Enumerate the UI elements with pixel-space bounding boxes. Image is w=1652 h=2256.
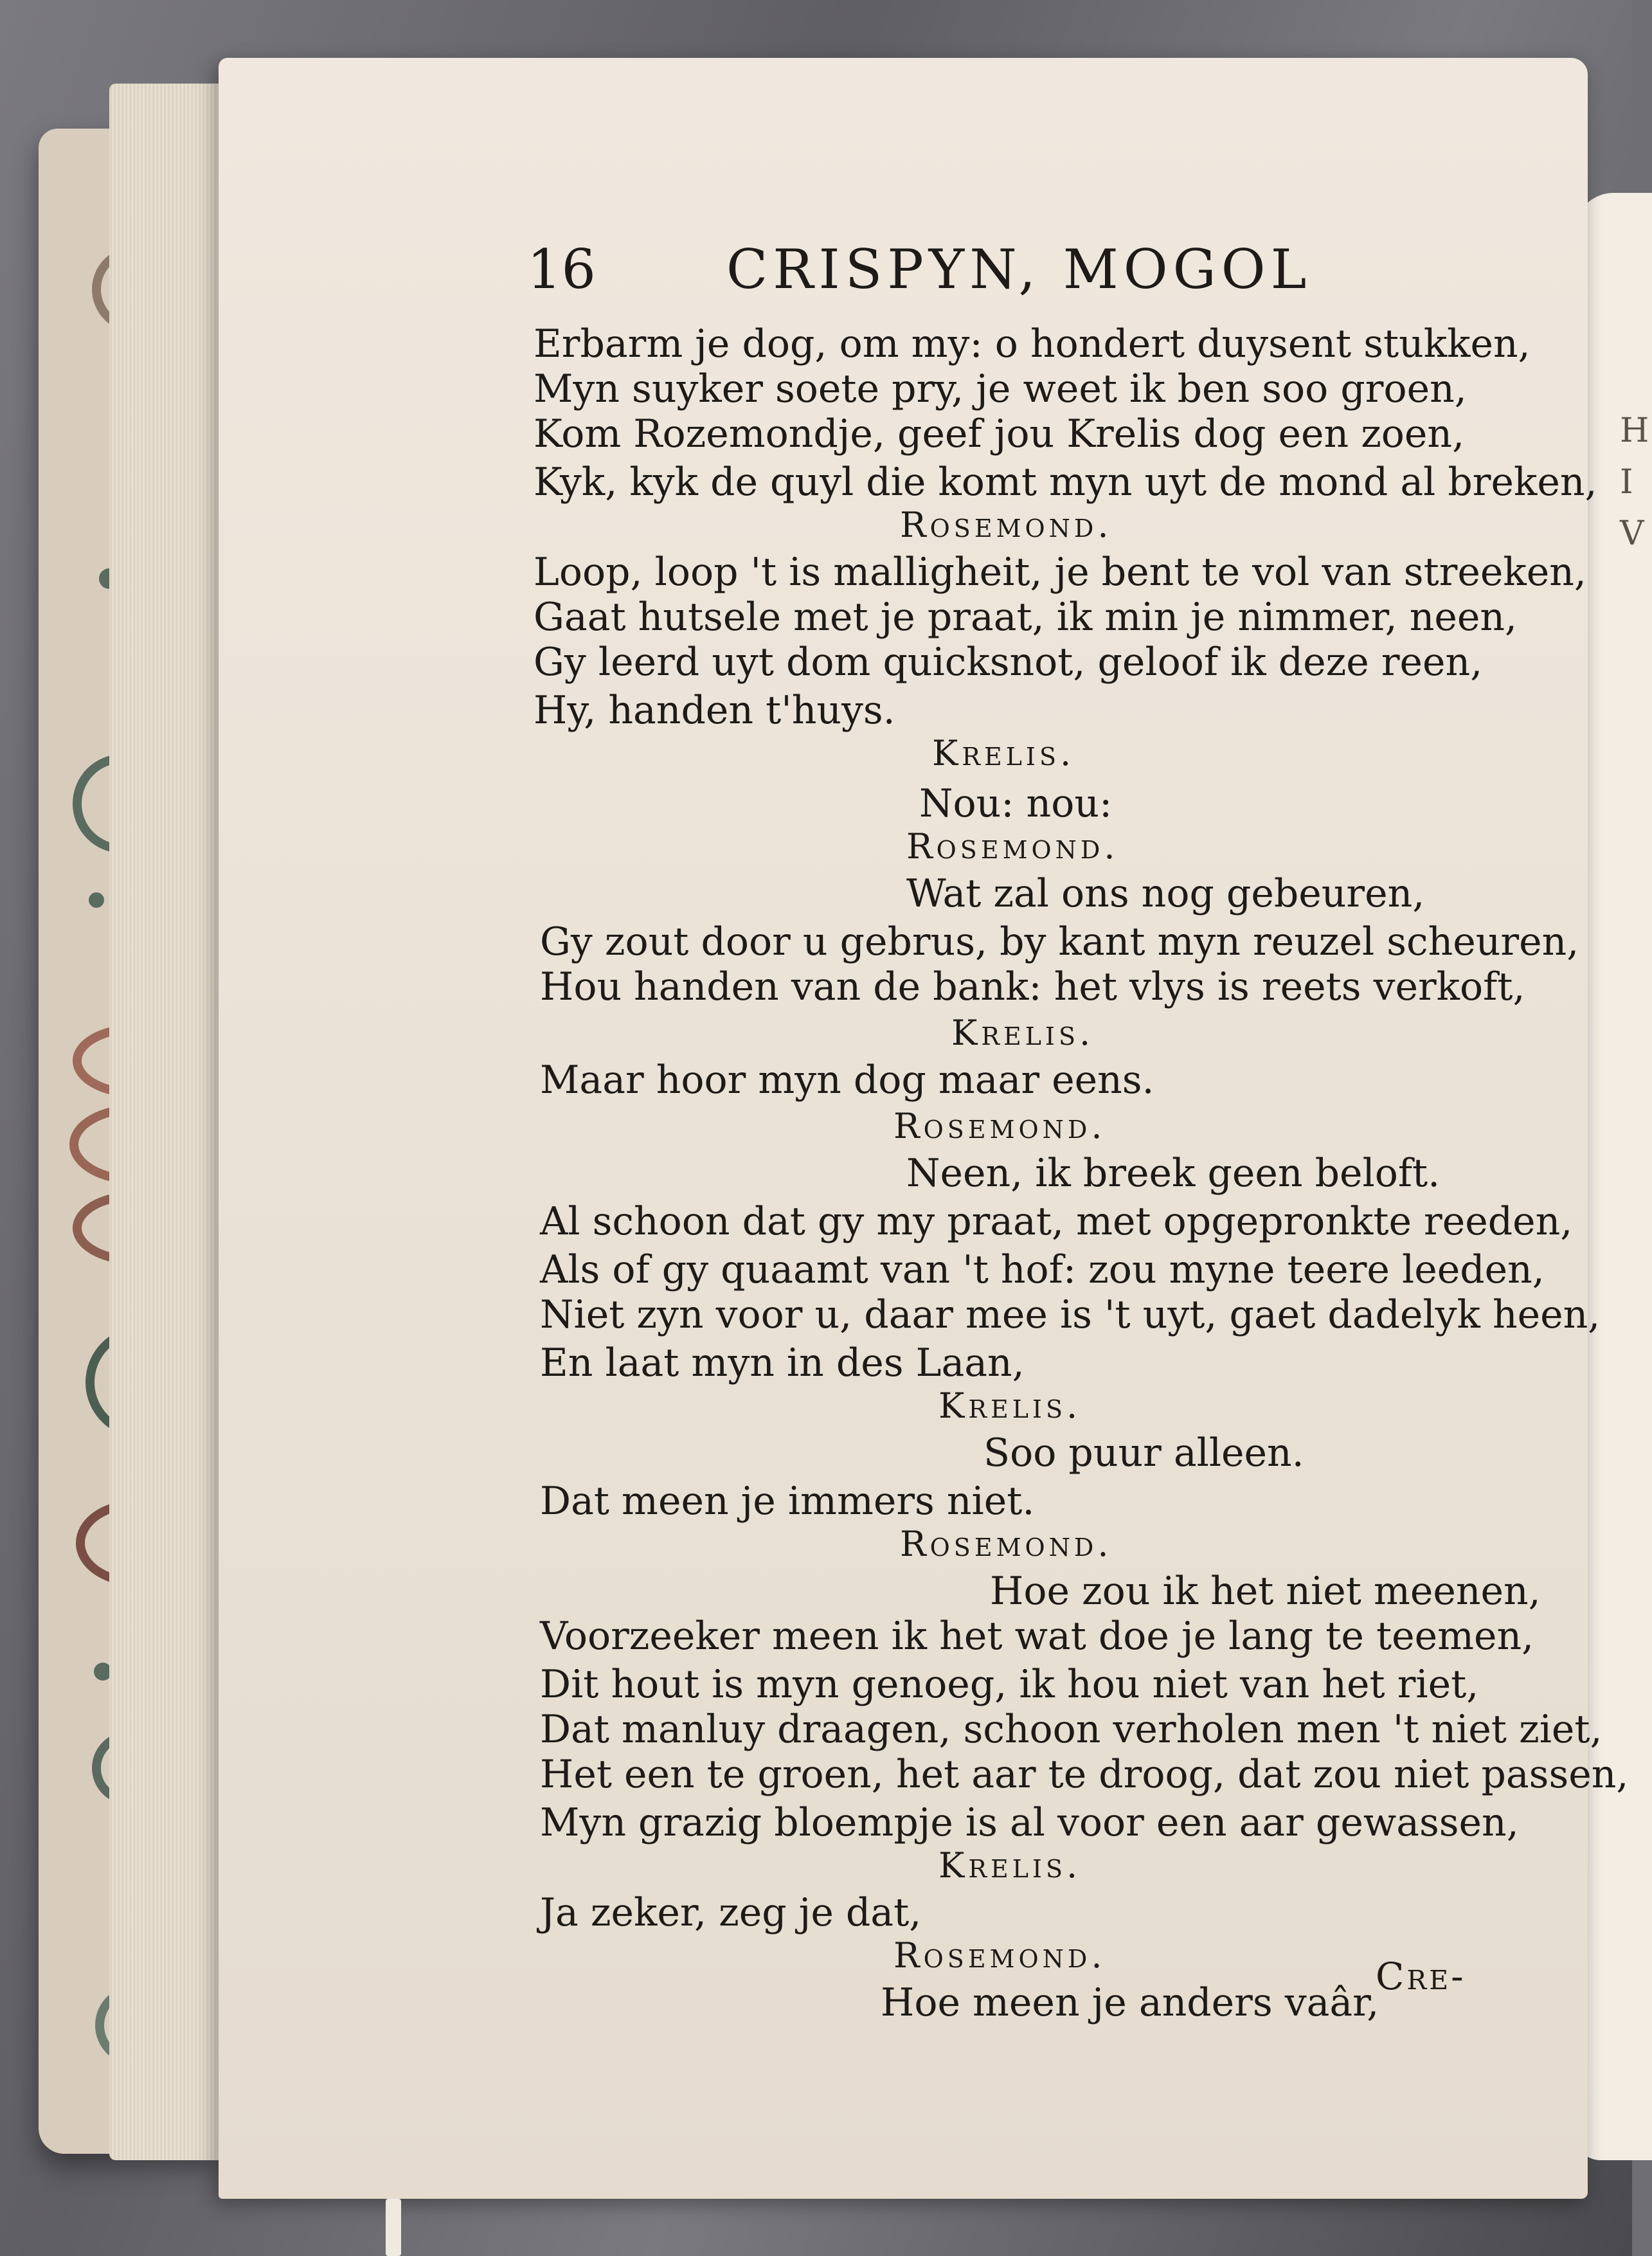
verse-line: Myn suyker soete pry, je weet ik ben soo groen,: [534, 366, 1467, 411]
verse-line: Ja zeker, zeg je dat,: [540, 1890, 922, 1935]
speaker-name: Krelis.: [938, 1385, 1082, 1426]
page-header: [527, 238, 1331, 309]
verse-line: Myn grazig bloempje is al voor een aar gewassen,: [540, 1800, 1519, 1845]
verse-line: Dat meen je immers niet.: [540, 1479, 1035, 1524]
verse-line: Neen, ik breek geen beloft.: [906, 1151, 1441, 1196]
verse-line: Nou: nou:: [919, 781, 1113, 826]
verse-line: Hoe meen je anders vaâr,: [881, 1980, 1379, 2025]
verse-line: Niet zyn voor u, daar mee is 't uyt, gaet dadelyk heen,: [540, 1292, 1601, 1337]
verse-line: Al schoon dat gy my praat, met opgepronkte reeden,: [540, 1199, 1573, 1244]
speaker-name: Krelis.: [938, 1845, 1082, 1886]
speaker-name: Krelis.: [951, 1013, 1095, 1053]
catchword: Cre-: [1376, 1954, 1466, 1998]
verse-line: Hoe zou ik het niet meenen,: [990, 1569, 1541, 1614]
page-number: 16: [527, 238, 596, 301]
verse-line: Soo puur alleen.: [983, 1430, 1304, 1475]
speaker-name: Krelis.: [932, 733, 1075, 773]
verse-line: Erbarm je dog, om my: o hondert duysent stukken,: [534, 321, 1531, 366]
verse-line: Als of gy quaamt van 't hof: zou myne teere leeden,: [540, 1247, 1545, 1292]
verse-line: Gy zout door u gebrus, by kant myn reuzel scheuren,: [540, 919, 1579, 964]
verse-line: Hou handen van de bank: het vlys is reets verkoft,: [540, 964, 1525, 1009]
verse-line: Dat manluy draagen, schoon verholen men 't niet ziet,: [540, 1707, 1603, 1752]
running-title: CRISPYN, MOGOL: [726, 238, 1312, 301]
speaker-name: Rosemond.: [900, 505, 1113, 545]
verse-line: Gy leerd uyt dom quicksnot, geloof ik deze reen,: [534, 640, 1483, 685]
verse-line: Voorzeeker meen ik het wat doe je lang te teemen,: [540, 1614, 1534, 1659]
speaker-name: Rosemond.: [893, 1935, 1106, 1976]
verse-line: Het een te groen, het aar te droog, dat zou niet passen,: [540, 1752, 1629, 1797]
verse-line: Dit hout is myn genoeg, ik hou niet van het riet,: [540, 1662, 1479, 1707]
bookmark-ribbon: [386, 2199, 401, 2256]
verse-line: Kyk, kyk de quyl die komt myn uyt de mond al breken,: [534, 460, 1597, 505]
verse-line: Maar hoor myn dog maar eens.: [540, 1058, 1154, 1103]
verse-line: Wat zal ons nog gebeuren,: [906, 871, 1425, 916]
verse-line: En laat myn in des Laan,: [540, 1340, 1025, 1385]
verse-line: Kom Rozemondje, geef jou Krelis dog een zoen,: [534, 411, 1465, 456]
speaker-name: Rosemond.: [893, 1106, 1106, 1146]
facing-page-edge: H I V: [1575, 193, 1652, 2160]
verse-line: Loop, loop 't is malligheit, je bent te vol van streeken,: [534, 550, 1586, 595]
speaker-name: Rosemond.: [900, 1524, 1113, 1564]
verse-line: Gaat hutsele met je praat, ik min je nimmer, neen,: [534, 595, 1518, 640]
speaker-name: Rosemond.: [906, 826, 1119, 867]
verse-line: Hy, handen t'huys.: [534, 688, 895, 733]
